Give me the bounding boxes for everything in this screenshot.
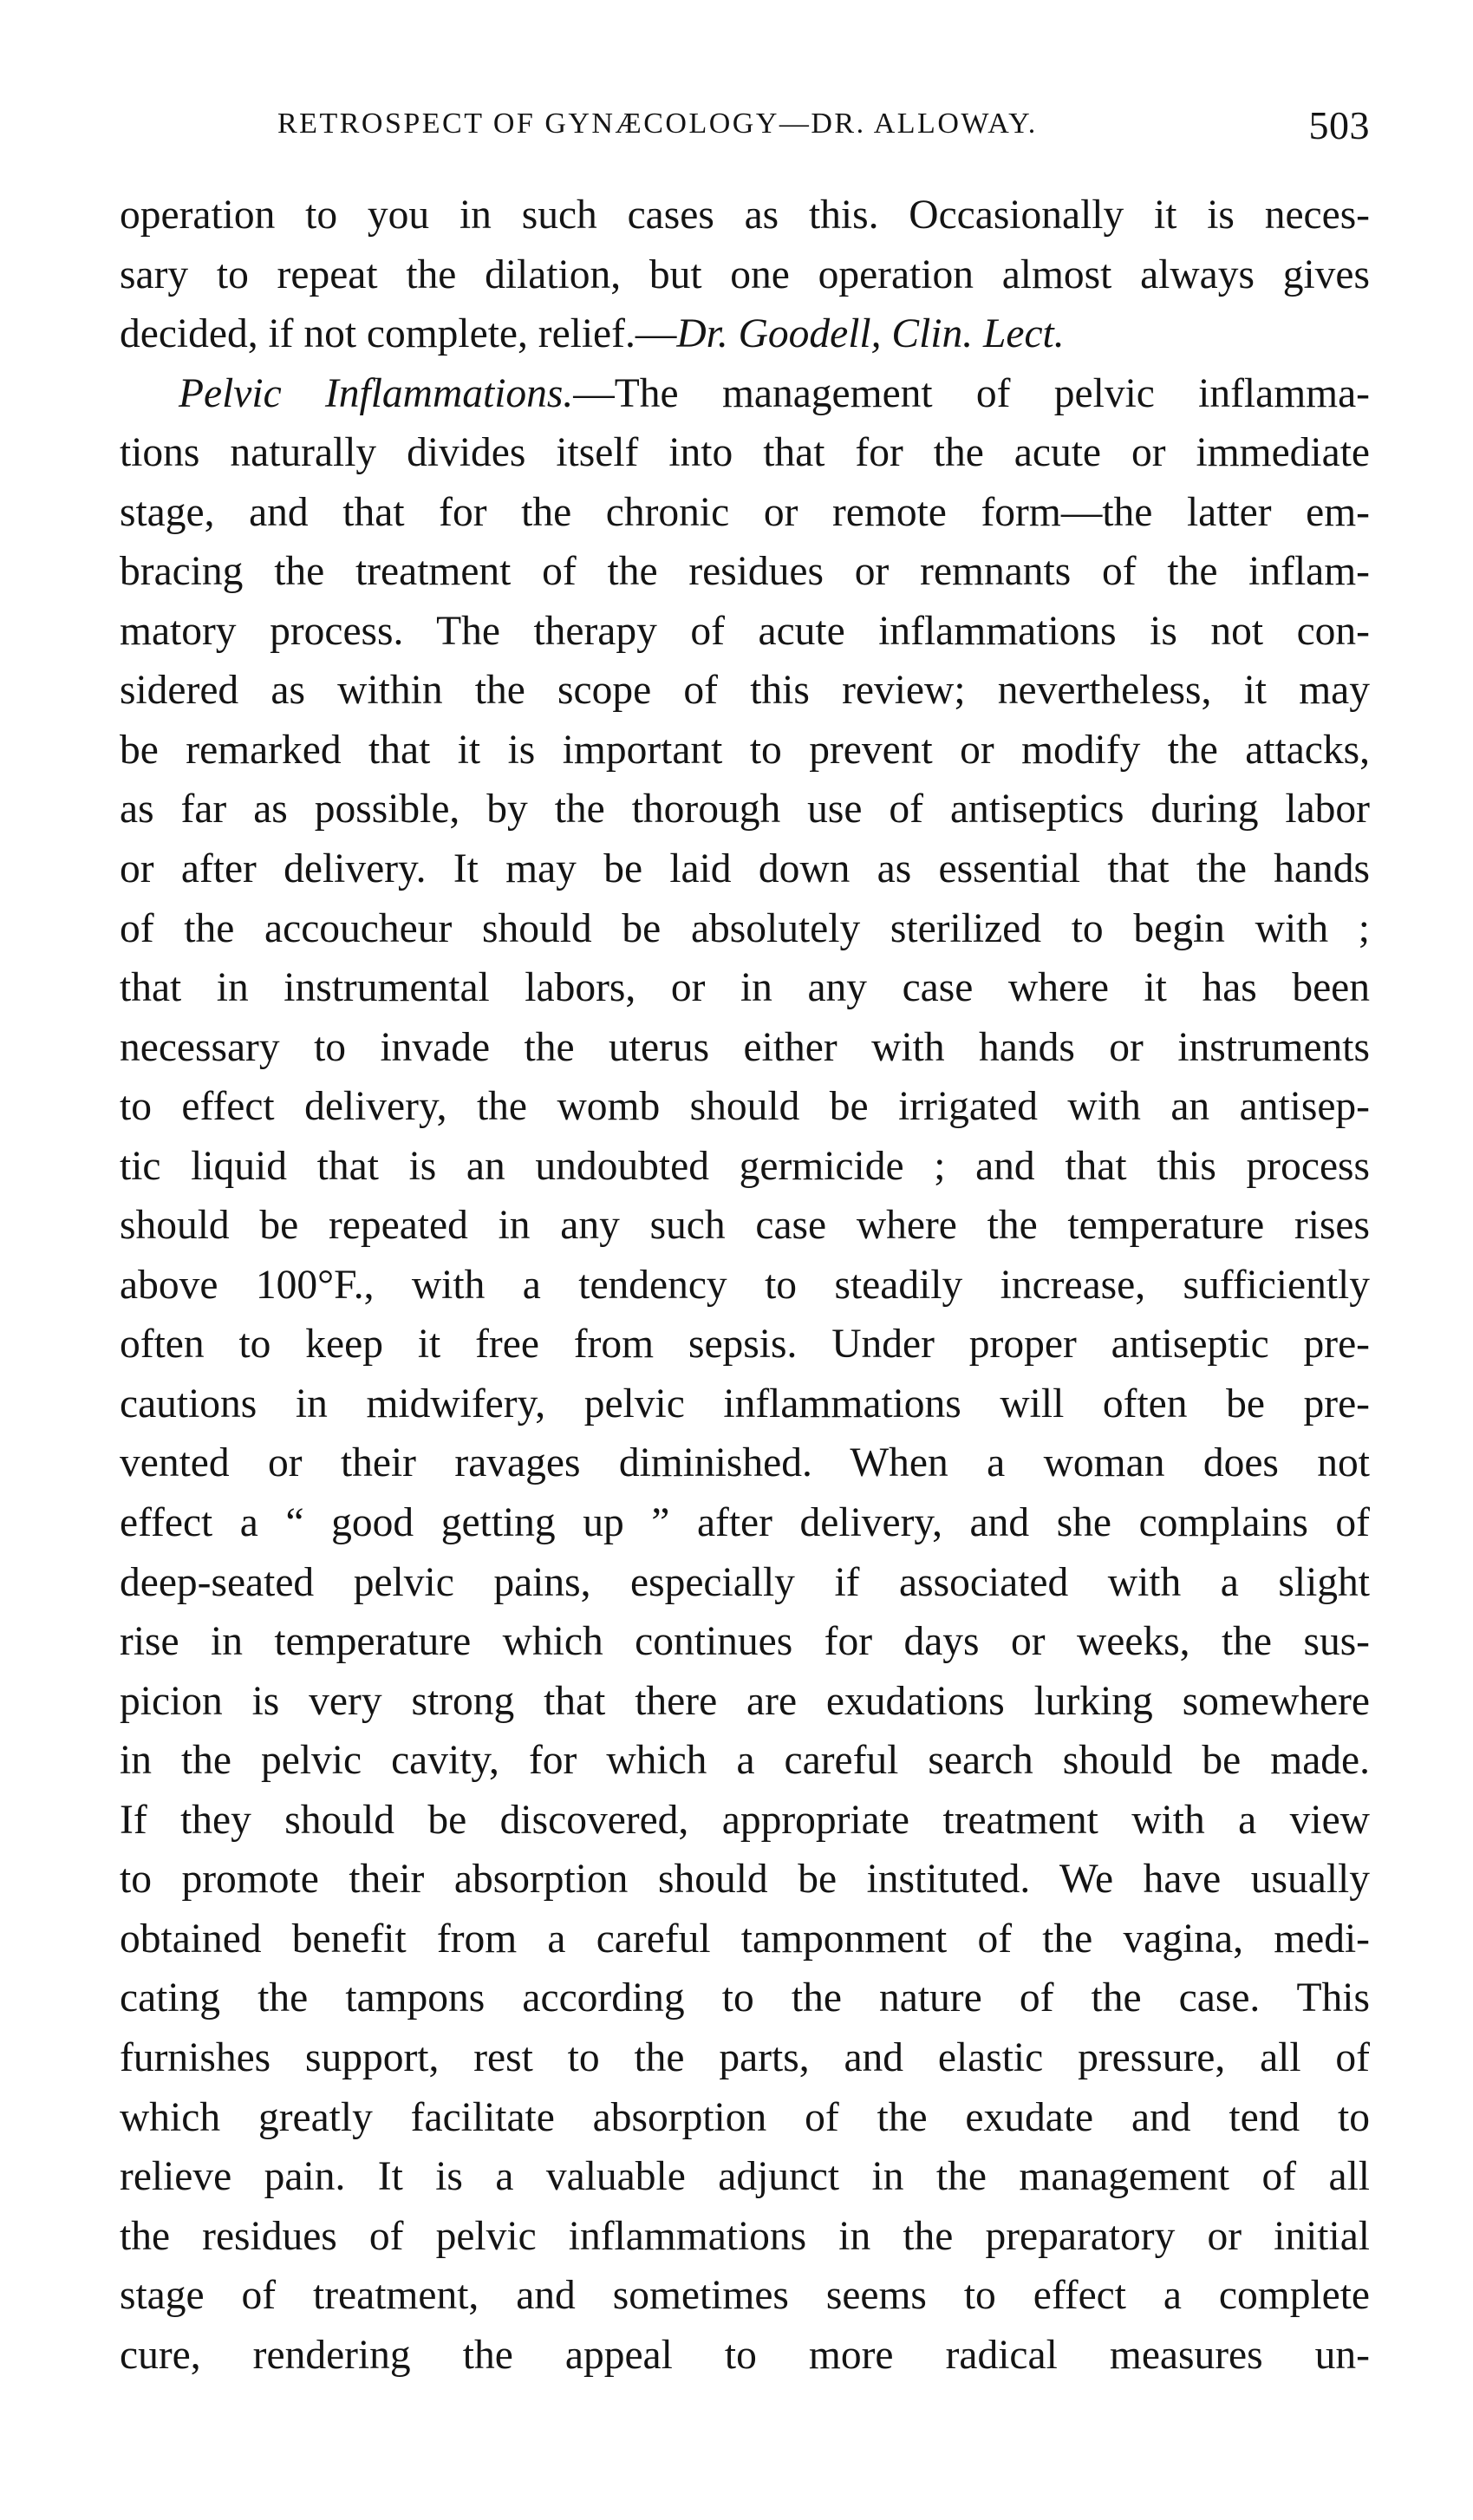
text-line: operation to you in such cases as this. Occasionally it is neces-	[120, 193, 1370, 238]
text-line: often to keep it free from sepsis. Under proper antiseptic pre-	[120, 1322, 1370, 1368]
text-line: in the pelvic cavity, for which a careful search should be made.	[120, 1738, 1370, 1784]
text-line: decided, if not complete, relief.—Dr. Goodell, Clin. Lect.	[120, 311, 1065, 357]
citation: Dr. Goodell, Clin. Lect.	[676, 311, 1065, 357]
text-line: furnishes support, rest to the parts, and elastic pressure, all of	[120, 2034, 1370, 2080]
text-line: If they should be discovered, appropriate treatment with a view	[120, 1797, 1370, 1843]
text-line: matory process. The therapy of acute inflammations is not con-	[120, 608, 1370, 654]
text-line: the residues of pelvic inflammations in the preparatory or initial	[120, 2213, 1370, 2259]
running-head	[120, 102, 1370, 154]
text-line: or after delivery. It may be laid down as essential that the hands	[120, 846, 1370, 892]
text-line: be remarked that it is important to prevent or modify the attacks,	[120, 727, 1370, 773]
text-line: effect a “ good getting up ” after delivery, and she complains of	[120, 1500, 1370, 1546]
text-line: of the accoucheur should be absolutely sterilized to begin with ;	[120, 905, 1370, 951]
text-line: which greatly facilitate absorption of the exudate and tend to	[120, 2094, 1370, 2140]
text-line: cure, rendering the appeal to more radical measures un-	[120, 2332, 1370, 2378]
text-line: that in instrumental labors, or in any case where it has been	[120, 965, 1370, 1011]
text-line: picion is very strong that there are exudations lurking somewhere	[120, 1678, 1370, 1724]
text-line: sidered as within the scope of this review; nevertheless, it may	[120, 668, 1370, 714]
text-line: bracing the treatment of the residues or remnants of the inflam-	[120, 549, 1370, 595]
text-line: to promote their absorption should be instituted. We have usually	[120, 1857, 1370, 1903]
text-line: should be repeated in any such case where the temperature rises	[120, 1203, 1370, 1249]
text-line: above 100°F., with a tendency to steadily increase, sufficiently	[120, 1262, 1370, 1308]
text-line: stage of treatment, and sometimes seems to effect a complete	[120, 2273, 1370, 2319]
text-line: tions naturally divides itself into that for the acute or immediate	[120, 430, 1370, 476]
text-line: necessary to invade the uterus either with hands or instruments	[120, 1024, 1370, 1070]
text-line: obtained benefit from a careful tamponment of the vagina, medi-	[120, 1916, 1370, 1962]
text-line: cating the tampons according to the nature of the case. This	[120, 1975, 1370, 2021]
text-line: relieve pain. It is a valuable adjunct in the management of all	[120, 2154, 1370, 2200]
text-line: sary to repeat the dilation, but one operation almost always gives	[120, 251, 1370, 297]
body-text	[120, 186, 1370, 2385]
text-line: rise in temperature which continues for days or weeks, the sus-	[120, 1619, 1370, 1665]
text-line: deep-seated pelvic pains, especially if associated with a slight	[120, 1559, 1370, 1605]
running-title: RETROSPECT OF GYNÆCOLOGY—DR. ALLOWAY.	[277, 108, 1038, 140]
book-page	[120, 102, 1370, 2385]
text-line: to effect delivery, the womb should be irrigated with an antisep-	[120, 1084, 1370, 1130]
text-line: Pelvic Inflammations.—The management of pelvic inflamma-	[179, 370, 1370, 416]
text-line: as far as possible, by the thorough use of antiseptics during labor	[120, 787, 1370, 832]
page-number: 503	[1308, 103, 1370, 147]
text-line: stage, and that for the chronic or remote form—the latter em-	[120, 489, 1370, 535]
text-line: cautions in midwifery, pelvic inflammations will often be pre-	[120, 1381, 1370, 1426]
section-heading: Pelvic Inflammations.	[179, 370, 574, 416]
text-line: vented or their ravages diminished. When a woman does not	[120, 1440, 1370, 1486]
text-line: tic liquid that is an undoubted germicide ; and that this process	[120, 1143, 1370, 1189]
